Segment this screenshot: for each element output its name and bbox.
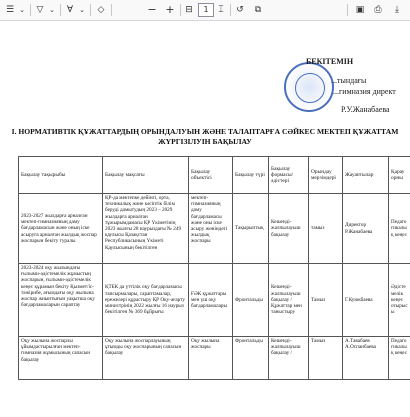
approval-line: ...гимназия директ xyxy=(333,87,396,96)
table-cell: Тамыз xyxy=(309,337,343,380)
table-cell: Директор Р.Жанабаева xyxy=(343,194,389,264)
table-header-cell: Жауаптылар xyxy=(343,157,389,194)
rotate-icon[interactable]: ↺ xyxy=(236,5,244,15)
draw-icon[interactable]: ∀ xyxy=(66,5,74,15)
table-cell: Г.Куюкбаева xyxy=(343,264,389,337)
toolbar-separator xyxy=(111,4,112,16)
table-cell: тамыз xyxy=(309,194,343,264)
table-cell: Кешенді-жалпылауыш бақылау xyxy=(269,194,309,264)
page-view-icon[interactable]: ⧉ xyxy=(254,5,262,15)
table-cell: Тамыз xyxy=(309,264,343,337)
page-count-icon: ⌶ xyxy=(218,5,224,15)
zoom-out-icon[interactable]: − xyxy=(147,3,157,16)
seal-emblem xyxy=(295,73,325,103)
table-cell: ҒӘК құжаттары мен үш оқу бағдарламалары xyxy=(189,264,233,337)
table-header-cell: Бақылау түрі xyxy=(233,157,269,194)
table-header-cell: Бақылау тақырыбы xyxy=(19,157,103,194)
document-subtitle: ЖҮРГІЗІЛУІН БАҚЫЛАУ xyxy=(158,137,252,146)
approval-line: ...тындағы xyxy=(331,76,367,85)
filter-icon[interactable]: ▽ xyxy=(36,5,44,15)
table-header-cell: Бақылау формасы/ әдістері xyxy=(269,157,309,194)
table-cell: Педагогикалық кеңес xyxy=(389,194,410,264)
table-cell: 2023-2024 оқу жылындағы ғылыми-әдістемелік жұмыстың жоспарын, ғылыми-әдістемелік кеңес құрамын бекіту Қызмет/іс-тәжірибе, ағымдағы оқу жылына жоспар жиынтығын уақытша оқу бағдарламаларын сараптау xyxy=(19,264,103,337)
table-cell: Фронтальды xyxy=(233,337,269,380)
toolbar-separator xyxy=(347,4,348,16)
table-header-cell: Орындау мерзімдері xyxy=(309,157,343,194)
control-plan-table xyxy=(18,156,410,380)
table-row xyxy=(19,337,410,380)
table-cell: ҚР-да мектепке дейінгі, орта, техникалық және кәсіптік білім беруді дамытудың 2023 – 2029 жылдарға арналған тұжырымдамасы ҚР Үкіметінің 2023 жылғы 28 наурыздағы № 249 қаулысы Қазақстан Республикасының Үкіметі Қаулысының бекітілген xyxy=(103,194,189,264)
table-header-row xyxy=(19,157,410,194)
table-cell: мектеп-гимназияның даму бағдарламасы және оны іске асыру жөніндегі жылдық жоспары xyxy=(189,194,233,264)
toolbar-separator xyxy=(180,4,181,16)
table-cell: А.Тавабаев А.Оспанбаева xyxy=(343,337,389,380)
approval-signature: Р.У.Жанабаева xyxy=(341,105,390,114)
table-header-cell: Қарау орны xyxy=(389,157,410,194)
chevron-down-icon[interactable]: ⌄ xyxy=(79,6,85,14)
chevron-down-icon[interactable]: ⌄ xyxy=(19,6,25,14)
toolbar-separator xyxy=(60,4,61,16)
table-cell: Тақырыптық xyxy=(233,194,269,264)
table-cell: Әдістемелік кеңес отырысы xyxy=(389,264,410,337)
page-number-input[interactable]: 1 xyxy=(198,3,214,17)
document-title: І. НОРМАТИВТІК ҚҰЖАТТАРДЫҢ ОРЫНДАЛУЫН ЖӘНЕ ТАЛАПТАРҒА СӘЙКЕС МЕКТЕП ҚҰЖАТТАМ xyxy=(11,127,399,136)
save-icon[interactable]: ▣ xyxy=(355,5,365,15)
table-cell: Оқу жылына жоспары xyxy=(189,337,233,380)
table-row xyxy=(19,264,410,337)
table-cell: 2023-2027 жылдарға арналған мектеп-гимназияның даму бағдарламасын және оның іске асыруға арналған жылдық жоспар жоспарын бекіту туралы xyxy=(19,194,103,264)
table-cell: Фронтальды xyxy=(233,264,269,337)
toolbar-separator xyxy=(90,4,91,16)
zoom-in-icon[interactable]: + xyxy=(165,3,175,16)
table-row xyxy=(19,194,410,264)
table-cell: Педагогикалық кеңес xyxy=(389,337,410,380)
approval-heading: БЕКІТЕМІН xyxy=(306,57,354,66)
download-icon[interactable]: ⤓ xyxy=(395,5,399,15)
sidebar-toggle-icon[interactable]: ☰ xyxy=(5,5,15,15)
fit-page-icon[interactable]: ⊟ xyxy=(185,5,193,15)
erase-icon[interactable]: ◇ xyxy=(97,5,105,15)
table-cell: Кешенді-жалпылауыш бақылау / Құжаттар мен таныстыру xyxy=(269,264,309,337)
official-seal xyxy=(284,62,334,112)
document-page xyxy=(0,21,410,417)
toolbar-separator xyxy=(230,4,231,16)
table-header-cell: Бақылау мақсаты xyxy=(103,157,189,194)
table-cell: Оқу жылына жоспарлауының ұтымды оқу жоспарының сапасын бақылау xyxy=(103,337,189,380)
table-cell: Кешенді-жалпылауыш бақылау / xyxy=(269,337,309,380)
chevron-down-icon[interactable]: ⌄ xyxy=(49,6,55,14)
pdf-viewer-toolbar xyxy=(0,0,410,21)
table-cell: Оқу жылына жоспарлы ұйымдастырылған мектеп-гимназия жұмысының сапасын бақылау xyxy=(19,337,103,380)
toolbar-separator xyxy=(30,4,31,16)
table-cell: ҚТБК да үттілік оқу бағдарламасы тапсырмалары, сараптамалар, ережелері құрастыру ҚР Оқу-ағарту министрінің 2022 жылғы 16 наурыз бекітілген № 369 бұйрығы xyxy=(103,264,189,337)
print-icon[interactable]: ⎙ xyxy=(374,5,382,15)
table-header-cell: Бақылау объектісі xyxy=(189,157,233,194)
